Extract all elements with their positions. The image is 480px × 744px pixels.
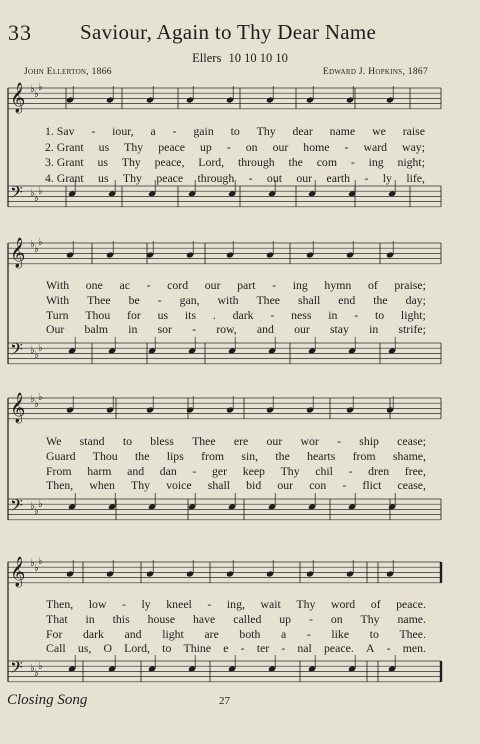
- lyric-syllable: in: [328, 307, 338, 322]
- tune-meter: 10 10 10 10: [228, 51, 288, 65]
- lyric-syllable: with: [217, 292, 239, 307]
- lyric-syllable: sor: [157, 322, 172, 337]
- lyric-syllable: wor: [300, 434, 319, 448]
- system-1-treble-note: [346, 96, 354, 103]
- lyric-syllable: end: [338, 292, 356, 307]
- lyric-syllable: Thee: [256, 292, 281, 307]
- system-2-bass-flat: ♭: [30, 345, 35, 356]
- system-2-treble-clef: 𝄞: [10, 238, 26, 268]
- lyric-syllable: .: [212, 307, 216, 322]
- lyric-syllable: us: [98, 170, 109, 185]
- lyric-syllable: ward: [363, 139, 388, 154]
- lyric-syllable: men.: [402, 641, 426, 656]
- system-3-treble-note: [186, 406, 194, 413]
- lyric-syllable: bless: [150, 434, 174, 448]
- lyric-syllable: For: [46, 626, 63, 641]
- lyric-syllable: dan: [159, 463, 177, 478]
- lyric-syllable: ere: [233, 434, 249, 448]
- lyric-syllable: -: [344, 139, 349, 154]
- system-2-treble-note: [226, 251, 234, 258]
- lyric-syllable: dark: [232, 307, 254, 322]
- lyric-syllable: gain: [193, 124, 214, 138]
- lyric-syllable: sin,: [241, 448, 259, 463]
- section-label: Closing Song: [7, 692, 88, 708]
- lyric-syllable: our: [296, 170, 313, 185]
- lyric-syllable: ing: [368, 155, 384, 169]
- lyric-syllable: peace.: [396, 597, 426, 611]
- lyric-syllable: to: [122, 434, 132, 448]
- lyric-syllable: up: [200, 139, 212, 154]
- lyric-syllable: -: [306, 626, 311, 641]
- system-3-verse-2-line: [46, 449, 426, 464]
- system-4-verse-2-line: [46, 612, 426, 627]
- lyric-syllable: That: [46, 611, 68, 626]
- lyric-syllable: one: [85, 278, 103, 292]
- system-1-verse-4-line: [45, 171, 425, 186]
- lyric-syllable: A: [365, 641, 375, 656]
- lyric-syllable: earth: [326, 170, 351, 185]
- system-4-treble-flat: ♭: [30, 558, 35, 569]
- lyric-syllable: -: [207, 597, 212, 611]
- lyric-syllable: we: [372, 124, 386, 138]
- lyric-syllable: dear: [292, 124, 313, 138]
- lyric-syllable: part: [237, 278, 256, 292]
- lyric-syllable: -: [354, 307, 359, 322]
- system-3-treble-note: [306, 406, 314, 413]
- lyric-syllable: O: [103, 641, 112, 656]
- system-1-verse-3-line: [45, 155, 425, 170]
- lyric-syllable: Thee: [87, 292, 111, 307]
- lyric-syllable: Thou: [92, 448, 118, 463]
- lyric-syllable: kneel: [166, 597, 192, 611]
- lyric-syllable: called: [233, 611, 262, 626]
- lyric-syllable: word: [330, 597, 356, 611]
- system-4-treble-note: [186, 570, 194, 577]
- system-1-treble-clef: 𝄞: [10, 83, 26, 113]
- lyric-syllable: our: [294, 322, 310, 337]
- lyric-syllable: Thy: [280, 463, 300, 478]
- lyric-syllable: peace: [158, 139, 186, 154]
- lyric-syllable: the: [135, 448, 150, 463]
- page-number: 27: [219, 695, 230, 707]
- system-4-treble-flat: ♭: [38, 556, 43, 567]
- system-3-treble-note: [146, 406, 154, 413]
- lyric-syllable: Thy: [121, 155, 141, 169]
- lyric-syllable: -: [272, 278, 277, 292]
- lyric-syllable: -: [192, 463, 197, 478]
- lyric-syllable: in: [369, 322, 379, 337]
- system-3-treble-note: [386, 406, 394, 413]
- lyric-syllable: in: [85, 611, 95, 626]
- lyric-syllable: be: [128, 292, 140, 307]
- lyric-syllable: balm: [84, 322, 109, 337]
- system-2-treble-note: [106, 251, 114, 258]
- system-3-bass-flat: ♭: [38, 499, 43, 510]
- system-1-treble-flat: ♭: [30, 84, 35, 95]
- lyric-syllable: its: [184, 307, 197, 322]
- lyric-syllable: stand: [79, 434, 105, 448]
- lyric-syllable: when: [89, 478, 115, 493]
- system-1-treble-note: [186, 96, 194, 103]
- system-1-treble-note: [146, 96, 154, 103]
- lyric-syllable: voice: [166, 478, 192, 493]
- lyric-syllable: Thee.: [399, 626, 426, 641]
- system-4-treble-note: [266, 570, 274, 577]
- lyric-syllable: shame,: [392, 448, 426, 463]
- system-3-treble-note: [106, 406, 114, 413]
- system-2-treble-flat: ♭: [38, 237, 43, 248]
- system-3-treble-flat: ♭: [34, 399, 39, 410]
- lyric-syllable: ness: [291, 307, 312, 322]
- system-1-treble-note: [266, 96, 274, 103]
- lyric-syllable: light;: [400, 307, 426, 322]
- lyric-syllable: bid: [246, 478, 262, 493]
- lyric-syllable: for: [127, 307, 141, 322]
- system-3-treble-clef: 𝄞: [10, 393, 26, 423]
- lyric-syllable: both: [239, 626, 261, 641]
- system-2-treble-note: [346, 251, 354, 258]
- lyric-syllable: hearts: [307, 448, 336, 463]
- lyric-syllable: Turn: [46, 307, 69, 322]
- system-2-bass-flat: ♭: [34, 350, 39, 361]
- lyric-syllable: the: [288, 155, 303, 169]
- lyric-syllable: Thy: [130, 478, 150, 493]
- lyric-syllable: Thy: [360, 611, 380, 626]
- lyric-syllable: Call: [46, 641, 66, 656]
- lyric-syllable: raise: [402, 124, 425, 138]
- system-3-verse-3-line: [46, 464, 426, 479]
- system-1-treble-note: [306, 96, 314, 103]
- lyric-syllable: row,: [216, 322, 237, 337]
- system-3-bass-flat: ♭: [34, 506, 39, 517]
- system-4-bass-flat: ♭: [30, 663, 35, 674]
- lyric-syllable: Thy: [124, 139, 144, 154]
- system-2-treble-flat: ♭: [34, 244, 39, 255]
- system-4-bass-clef: 𝄢: [10, 657, 23, 681]
- lyric-syllable: peace,: [154, 155, 185, 169]
- lyric-syllable: ing: [292, 278, 308, 292]
- lyric-syllable: ly: [141, 597, 151, 611]
- system-4-bass-flat: ♭: [34, 668, 39, 679]
- system-3-treble-flat: ♭: [38, 392, 43, 403]
- system-4-treble-note: [66, 570, 74, 577]
- lyric-syllable: stay: [329, 322, 349, 337]
- lyric-syllable: like: [331, 626, 350, 641]
- lyric-syllable: dark: [82, 626, 104, 641]
- lyric-syllable: -: [364, 170, 369, 185]
- lyric-syllable: -: [281, 641, 286, 656]
- lyric-syllable: -: [91, 124, 96, 138]
- music-credit: Edward J. Hopkins, 1867: [322, 67, 428, 77]
- system-3-treble-flat: ♭: [30, 394, 35, 405]
- lyric-syllable: Thine: [183, 641, 212, 656]
- lyric-syllable: ing,: [226, 597, 245, 611]
- lyric-syllable: With: [46, 278, 70, 292]
- lyric-syllable: Thee: [192, 434, 216, 448]
- system-1-treble-note: [386, 96, 394, 103]
- lyric-syllable: day;: [405, 292, 426, 307]
- lyric-syllable: name: [329, 124, 356, 138]
- lyric-syllable: Then,: [46, 478, 74, 493]
- lyric-syllable: We: [46, 434, 62, 448]
- system-2-treble-note: [306, 251, 314, 258]
- lyric-syllable: -: [350, 155, 355, 169]
- system-1-treble-flat: ♭: [34, 89, 39, 100]
- lyric-syllable: -: [146, 278, 151, 292]
- lyric-syllable: are: [204, 626, 219, 641]
- lyric-syllable: low: [88, 597, 107, 611]
- system-4-treble-note: [306, 570, 314, 577]
- lyric-syllable: -: [240, 641, 245, 656]
- lyric-syllable: 3. Grant: [45, 155, 84, 169]
- system-1-bass-flat: ♭: [30, 188, 35, 199]
- lyric-syllable: dren: [368, 463, 390, 478]
- lyric-syllable: -: [122, 597, 126, 611]
- lyric-syllable: us: [157, 307, 169, 322]
- lyric-syllable: our: [277, 478, 294, 493]
- lyric-syllable: on: [245, 139, 258, 154]
- lyric-syllable: harm: [87, 463, 112, 478]
- lyric-syllable: lips: [166, 448, 184, 463]
- system-3-bass-clef: 𝄢: [10, 495, 23, 519]
- lyric-syllable: through: [237, 155, 275, 169]
- lyric-syllable: and: [256, 322, 274, 337]
- lyric-syllable: peace: [156, 170, 184, 185]
- lyric-syllable: and: [124, 626, 142, 641]
- lyric-syllable: name.: [397, 611, 426, 626]
- lyric-syllable: us: [98, 139, 110, 154]
- lyric-syllable: Thy: [296, 597, 316, 611]
- lyric-syllable: -: [348, 463, 353, 478]
- lyric-syllable: of: [367, 278, 378, 292]
- lyric-syllable: strife;: [398, 322, 426, 337]
- lyric-syllable: -: [192, 322, 197, 337]
- lyric-syllable: us,: [77, 641, 92, 656]
- lyric-syllable: from: [352, 448, 376, 463]
- lyric-syllable: -: [337, 434, 342, 448]
- lyric-syllable: e: [223, 641, 229, 656]
- lyric-syllable: -: [342, 478, 347, 493]
- lyric-syllable: a: [150, 124, 156, 138]
- lyric-syllable: nal: [297, 641, 312, 656]
- system-4-verse-1-line: [46, 597, 426, 612]
- lyric-syllable: to: [230, 124, 240, 138]
- lyric-syllable: chil: [315, 463, 333, 478]
- lyric-syllable: have: [193, 611, 216, 626]
- lyric-syllable: a: [281, 626, 287, 641]
- lyric-syllable: cease;: [397, 434, 426, 448]
- lyric-syllable: peace.: [323, 641, 354, 656]
- lyric-syllable: -: [172, 124, 177, 138]
- hymn-number: 33: [8, 20, 32, 45]
- lyric-syllable: light: [162, 626, 184, 641]
- system-2-verse-3-line: [46, 308, 426, 323]
- lyric-syllable: ac: [119, 278, 130, 292]
- lyric-syllable: Lord,: [198, 155, 225, 169]
- lyric-syllable: hymn: [324, 278, 352, 292]
- lyric-syllable: wait: [260, 597, 281, 611]
- system-1-bass-flat: ♭: [34, 193, 39, 204]
- tune-name: Ellers: [192, 51, 222, 65]
- lyric-syllable: ly: [382, 170, 392, 185]
- lyric-syllable: 2. Grant: [45, 139, 84, 154]
- lyric-syllable: to: [369, 626, 379, 641]
- system-4-treble-clef: 𝄞: [10, 557, 26, 587]
- system-3-verse-4-line: [46, 478, 426, 493]
- system-3-verse-1-line: [46, 434, 426, 449]
- system-1-verse-1-line: [45, 124, 425, 139]
- lyric-syllable: to: [162, 641, 172, 656]
- lyric-syllable: iour,: [112, 124, 134, 138]
- lyric-syllable: Then,: [46, 597, 74, 611]
- lyric-syllable: shall: [298, 292, 321, 307]
- system-2-treble-note: [266, 251, 274, 258]
- lyric-syllable: on: [330, 611, 343, 626]
- system-3-treble-note: [66, 406, 74, 413]
- lyric-syllable: this: [112, 611, 130, 626]
- lyric-syllable: 1. Sav: [45, 124, 75, 138]
- hymn-title: Saviour, Again to Thy Dear Name: [80, 20, 377, 44]
- lyric-syllable: home: [303, 139, 330, 154]
- system-1-treble-note: [66, 96, 74, 103]
- lyric-syllable: Guard: [46, 448, 76, 463]
- system-2-treble-flat: ♭: [30, 239, 35, 250]
- lyric-syllable: our: [204, 278, 221, 292]
- system-4-treble-note: [226, 570, 234, 577]
- lyric-syllable: ship: [359, 434, 379, 448]
- system-4-verse-4-line: [46, 641, 426, 656]
- lyric-syllable: Thou: [85, 307, 111, 322]
- system-3-treble-note: [346, 406, 354, 413]
- lyric-syllable: con: [309, 478, 327, 493]
- lyric-syllable: ter: [256, 641, 270, 656]
- lyric-syllable: the: [275, 448, 290, 463]
- system-4-treble-note: [386, 570, 394, 577]
- system-4-verse-3-line: [46, 627, 426, 642]
- lyric-syllable: from: [201, 448, 225, 463]
- system-1-bass-flat: ♭: [38, 186, 43, 197]
- lyric-syllable: cord: [167, 278, 189, 292]
- lyric-syllable: through: [197, 170, 235, 185]
- lyric-syllable: -: [226, 139, 231, 154]
- system-4-treble-note: [106, 570, 114, 577]
- system-4-treble-note: [146, 570, 154, 577]
- system-4-bass-flat: ♭: [38, 661, 43, 672]
- lyric-syllable: flict: [362, 478, 382, 493]
- system-3-treble-note: [226, 406, 234, 413]
- lyric-syllable: From: [46, 463, 72, 478]
- system-4-treble-flat: ♭: [34, 563, 39, 574]
- lyric-syllable: gan,: [179, 292, 200, 307]
- lyric-syllable: cease,: [397, 478, 426, 493]
- system-2-bass-flat: ♭: [38, 343, 43, 354]
- lyric-syllable: praise;: [394, 278, 426, 292]
- lyric-syllable: com: [316, 155, 337, 169]
- lyric-syllable: night;: [397, 155, 425, 169]
- words-credit: John Ellerton, 1866: [24, 67, 112, 77]
- lyric-syllable: in: [128, 322, 138, 337]
- lyric-syllable: keep: [242, 463, 265, 478]
- lyric-syllable: Thy: [256, 124, 276, 138]
- system-2-verse-1-line: [46, 278, 426, 293]
- lyric-syllable: ger: [211, 463, 228, 478]
- lyric-syllable: house: [147, 611, 176, 626]
- system-3-treble-note: [266, 406, 274, 413]
- lyric-syllable: -: [248, 170, 253, 185]
- lyric-syllable: Thy: [122, 170, 142, 185]
- lyric-syllable: us: [97, 155, 108, 169]
- lyric-syllable: Our: [46, 322, 65, 337]
- lyric-syllable: way;: [402, 139, 425, 154]
- system-2-treble-note: [386, 251, 394, 258]
- lyric-syllable: With: [46, 292, 70, 307]
- lyric-syllable: the: [373, 292, 388, 307]
- lyric-syllable: and: [127, 463, 145, 478]
- system-2-treble-note: [186, 251, 194, 258]
- lyric-syllable: to: [374, 307, 385, 322]
- lyric-syllable: -: [157, 292, 162, 307]
- lyric-syllable: of: [370, 597, 381, 611]
- lyric-syllable: 4. Grant: [45, 170, 84, 185]
- lyric-syllable: Lord,: [124, 641, 151, 656]
- lyric-syllable: free,: [404, 463, 426, 478]
- lyric-syllable: our: [272, 139, 289, 154]
- lyric-syllable: our: [266, 434, 283, 448]
- system-2-verse-4-line: [46, 322, 426, 337]
- lyric-syllable: -: [270, 307, 275, 322]
- system-2-bass-clef: 𝄢: [10, 339, 23, 363]
- system-2-verse-2-line: [46, 293, 426, 308]
- lyric-syllable: life,: [406, 170, 425, 185]
- system-2-treble-note: [66, 251, 74, 258]
- system-1-treble-flat: ♭: [38, 82, 43, 93]
- lyric-syllable: -: [386, 641, 391, 656]
- system-1-verse-2-line: [45, 140, 425, 155]
- system-4-treble-note: [346, 570, 354, 577]
- lyric-syllable: shall: [207, 478, 231, 493]
- system-3-bass-flat: ♭: [30, 501, 35, 512]
- lyric-syllable: up: [279, 611, 292, 626]
- system-1-treble-note: [106, 96, 114, 103]
- lyric-syllable: -: [308, 611, 313, 626]
- lyric-syllable: out: [266, 170, 282, 185]
- system-1-bass-clef: 𝄢: [10, 182, 23, 206]
- system-1-treble-note: [226, 96, 234, 103]
